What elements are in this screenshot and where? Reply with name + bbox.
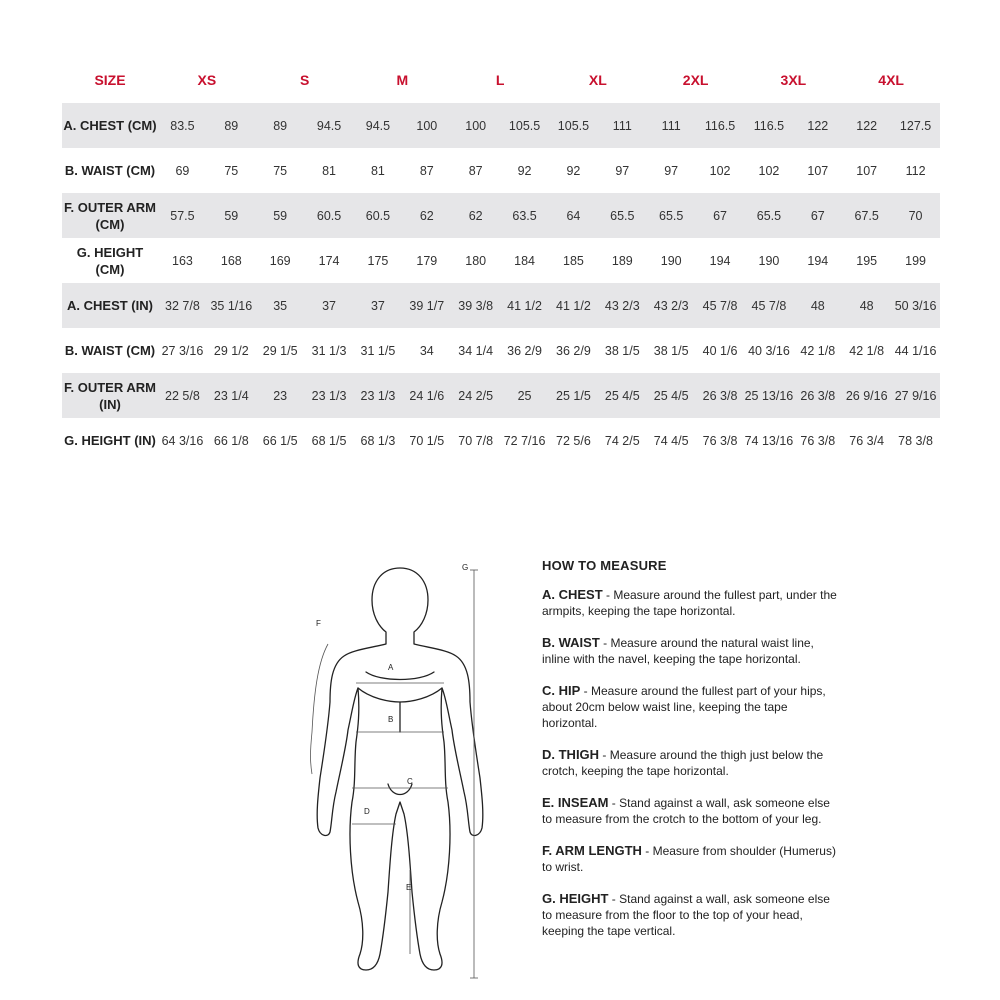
table-cell: 67: [793, 193, 842, 238]
table-cell: 89: [207, 103, 256, 148]
how-to-measure-title: HOW TO MEASURE: [542, 558, 667, 573]
table-cell: 25 4/5: [598, 373, 647, 418]
table-cell: 105.5: [549, 103, 598, 148]
table-cell: 199: [905, 253, 926, 268]
table-cell: 27 9/16: [891, 373, 940, 418]
size-header-s: S: [299, 71, 310, 88]
table-cell: 168: [220, 253, 242, 268]
table-cell: 111: [647, 103, 696, 148]
table-cell: 65.5: [745, 193, 794, 238]
table-cell: 67: [696, 193, 745, 238]
measure-description: - Measure from shoulder (Humerus) to wrist.: [542, 844, 836, 874]
table-cell: 60.5: [305, 193, 354, 238]
row-label: G. HEIGHT (IN): [64, 433, 156, 448]
label-a: A: [388, 663, 394, 672]
table-cell: 66 1/5: [262, 433, 298, 448]
size-header-3xl: 3XL: [780, 71, 807, 88]
table-cell: 94.5: [305, 103, 354, 148]
label-f: F: [316, 619, 321, 628]
table-cell: 36 2/9: [556, 343, 591, 358]
body-measurement-figure: [300, 552, 500, 992]
size-header-2xl: 2XL: [682, 71, 709, 88]
table-cell: 194: [807, 253, 829, 268]
table-cell: 75: [224, 163, 239, 178]
measure-item: [542, 635, 842, 667]
table-row: [62, 103, 940, 148]
table-cell: 41 1/2: [549, 283, 598, 328]
chest-contour: [358, 688, 442, 702]
table-cell: 34 1/4: [458, 343, 494, 358]
measure-term: B. WAIST: [542, 635, 600, 650]
table-row: [62, 283, 940, 328]
row-label: A. CHEST (IN): [62, 283, 158, 328]
table-cell: 38 1/5: [653, 343, 689, 358]
table-cell: 26 3/8: [696, 373, 745, 418]
table-cell: 69: [175, 163, 190, 178]
table-cell: 76 3/4: [849, 433, 885, 448]
table-cell: 23 1/4: [207, 373, 256, 418]
table-cell: 60.5: [354, 193, 403, 238]
table-cell: 42 1/8: [800, 343, 836, 358]
measurement-guides: [311, 570, 479, 978]
measure-item: [542, 843, 842, 875]
table-cell: 87: [419, 163, 434, 178]
table-cell: 65.5: [598, 193, 647, 238]
table-cell: 174: [318, 253, 340, 268]
table-cell: 70 7/8: [458, 433, 494, 448]
table-cell: 81: [322, 163, 337, 178]
table-cell: 116.5: [696, 103, 745, 148]
how-to-measure-list: [542, 587, 842, 939]
table-cell: 31 1/5: [360, 343, 396, 358]
size-header-4xl: 4XL: [878, 71, 904, 88]
table-cell: 64: [549, 193, 598, 238]
table-row: [62, 373, 940, 418]
table-cell: 62: [451, 193, 500, 238]
table-row: [62, 238, 940, 283]
table-cell: 67.5: [842, 193, 891, 238]
measure-term: A. CHEST: [542, 587, 603, 602]
table-cell: 111: [598, 103, 647, 148]
row-label: F. OUTER ARM (IN): [62, 373, 158, 418]
table-cell: 74 2/5: [604, 433, 640, 448]
measure-item: [542, 891, 842, 939]
table-cell: 23 1/3: [305, 373, 354, 418]
measure-term: F. ARM LENGTH: [542, 843, 642, 858]
table-cell: 112: [905, 163, 926, 178]
table-cell: 25: [500, 373, 549, 418]
table-cell: 40 1/6: [702, 343, 738, 358]
table-cell: 23: [256, 373, 305, 418]
table-cell: 34: [419, 343, 434, 358]
table-cell: 163: [172, 253, 193, 268]
row-label: B. WAIST (CM): [64, 163, 156, 178]
table-cell: 76 3/8: [702, 433, 738, 448]
table-cell: 41 1/2: [500, 283, 549, 328]
size-header-xs: XS: [197, 71, 217, 88]
table-cell: 190: [660, 253, 682, 268]
table-cell: 43 2/3: [598, 283, 647, 328]
table-cell: 39 3/8: [451, 283, 500, 328]
table-cell: 92: [566, 163, 581, 178]
table-cell: 24 1/6: [402, 373, 451, 418]
table-cell: 62: [402, 193, 451, 238]
table-cell: 74 4/5: [653, 433, 689, 448]
table-cell: 122: [842, 103, 891, 148]
row-label: G. HEIGHT (CM): [76, 244, 144, 277]
pec-line: [366, 672, 434, 680]
table-cell: 92: [517, 163, 532, 178]
table-cell: 107: [856, 163, 878, 178]
table-cell: 64 3/16: [161, 433, 204, 448]
body-outline: [317, 568, 483, 970]
measure-description: - Measure around the natural waist line, inline with the navel, keeping the tape horizontal.: [542, 636, 814, 666]
table-cell: 43 2/3: [647, 283, 696, 328]
table-cell: 87: [468, 163, 483, 178]
label-e: E: [406, 883, 412, 892]
label-c: C: [407, 777, 413, 786]
table-cell: 194: [709, 253, 731, 268]
table-cell: 76 3/8: [800, 433, 836, 448]
table-cell: 190: [758, 253, 780, 268]
table-cell: 25 4/5: [647, 373, 696, 418]
table-cell: 23 1/3: [354, 373, 403, 418]
table-cell: 27 3/16: [161, 343, 204, 358]
table-row: [62, 148, 940, 193]
table-cell: 29 1/2: [213, 343, 249, 358]
label-g: G: [462, 563, 469, 572]
table-cell: 22 5/8: [158, 373, 207, 418]
table-cell: 81: [370, 163, 385, 178]
table-cell: 26 3/8: [793, 373, 842, 418]
measure-term: E. INSEAM: [542, 795, 609, 810]
measure-description: - Measure around the fullest part, under the armpits, keeping the tape horizontal.: [542, 588, 837, 618]
table-cell: 44 1/16: [894, 343, 937, 358]
size-header-m: M: [396, 71, 409, 88]
table-cell: 175: [367, 253, 389, 268]
table-cell: 26 9/16: [842, 373, 891, 418]
arm-guide-line: [311, 644, 329, 774]
table-cell: 59: [256, 193, 305, 238]
row-label: A. CHEST (CM): [62, 103, 158, 148]
measure-description: - Measure around the thigh just below the crotch, keeping the tape horizontal.: [542, 748, 824, 778]
table-cell: 37: [305, 283, 354, 328]
table-cell: 89: [256, 103, 305, 148]
measure-item: [542, 683, 842, 731]
measure-term: G. HEIGHT: [542, 891, 609, 906]
table-cell: 195: [856, 253, 878, 268]
table-cell: 179: [416, 253, 438, 268]
measure-item: [542, 795, 842, 827]
measure-term: C. HIP: [542, 683, 581, 698]
table-row: [62, 193, 940, 238]
table-cell: 127.5: [891, 103, 940, 148]
row-label: B. WAIST (CM): [64, 343, 156, 358]
size-header-l: L: [495, 71, 505, 88]
table-cell: 68 1/5: [311, 433, 347, 448]
measure-description: - Measure around the fullest part of your hips, about 20cm below waist line, keeping the tape horizontal.: [542, 684, 826, 730]
table-cell: 50 3/16: [891, 283, 940, 328]
table-cell: 184: [514, 253, 535, 268]
table-cell: 169: [269, 253, 291, 268]
table-cell: 100: [451, 103, 500, 148]
table-cell: 97: [664, 163, 679, 178]
table-cell: 38 1/5: [604, 343, 640, 358]
table-cell: 66 1/8: [213, 433, 249, 448]
table-cell: 78 3/8: [898, 433, 933, 448]
table-cell: 36 2/9: [507, 343, 542, 358]
table-cell: 97: [615, 163, 630, 178]
table-cell: 94.5: [354, 103, 403, 148]
table-cell: 32 7/8: [158, 283, 207, 328]
table-cell: 65.5: [647, 193, 696, 238]
size-header-xl: XL: [588, 71, 607, 88]
measure-term: D. THIGH: [542, 747, 600, 762]
table-cell: 35 1/16: [207, 283, 256, 328]
table-cell: 57.5: [158, 193, 207, 238]
measure-item: [542, 587, 842, 619]
size-header-row: [62, 56, 940, 103]
measure-item: [542, 747, 842, 779]
table-cell: 45 7/8: [745, 283, 794, 328]
table-cell: 48: [842, 283, 891, 328]
measure-description: - Stand against a wall, ask someone else to measure from the crotch to the bottom of your leg.: [542, 796, 830, 826]
table-cell: 72 5/6: [556, 433, 591, 448]
size-header-label: SIZE: [94, 71, 126, 88]
table-cell: 40 3/16: [748, 343, 790, 358]
table-cell: 107: [807, 163, 829, 178]
table-cell: 45 7/8: [696, 283, 745, 328]
table-cell: 122: [793, 103, 842, 148]
table-cell: 189: [611, 253, 633, 268]
size-table-body: [62, 103, 940, 463]
table-cell: 100: [402, 103, 451, 148]
table-cell: 59: [207, 193, 256, 238]
table-cell: 74 13/16: [744, 433, 794, 448]
table-cell: 102: [758, 163, 780, 178]
size-chart-table: [62, 56, 940, 463]
table-cell: 25 13/16: [745, 373, 794, 418]
table-cell: 29 1/5: [262, 343, 298, 358]
table-row: [62, 328, 940, 373]
how-to-measure-panel: [542, 558, 842, 955]
table-cell: 39 1/7: [402, 283, 451, 328]
label-b: B: [388, 715, 394, 724]
table-cell: 185: [563, 253, 584, 268]
table-cell: 42 1/8: [849, 343, 885, 358]
table-cell: 68 1/3: [360, 433, 396, 448]
table-cell: 105.5: [500, 103, 549, 148]
table-cell: 83.5: [158, 103, 207, 148]
table-cell: 70: [891, 193, 940, 238]
table-cell: 48: [793, 283, 842, 328]
table-cell: 63.5: [500, 193, 549, 238]
table-cell: 180: [465, 253, 487, 268]
table-cell: 35: [256, 283, 305, 328]
table-cell: 116.5: [745, 103, 794, 148]
row-label: F. OUTER ARM (CM): [62, 193, 158, 238]
table-cell: 25 1/5: [549, 373, 598, 418]
table-cell: 24 2/5: [451, 373, 500, 418]
table-cell: 75: [273, 163, 288, 178]
label-d: D: [364, 807, 370, 816]
table-cell: 72 7/16: [503, 433, 546, 448]
table-row: [62, 418, 940, 463]
table-cell: 102: [709, 163, 731, 178]
table-cell: 37: [354, 283, 403, 328]
measure-description: - Stand against a wall, ask someone else to measure from the floor to the top of your head, keeping the tape vertical.: [542, 892, 830, 938]
table-cell: 70 1/5: [409, 433, 445, 448]
table-cell: 31 1/3: [311, 343, 347, 358]
